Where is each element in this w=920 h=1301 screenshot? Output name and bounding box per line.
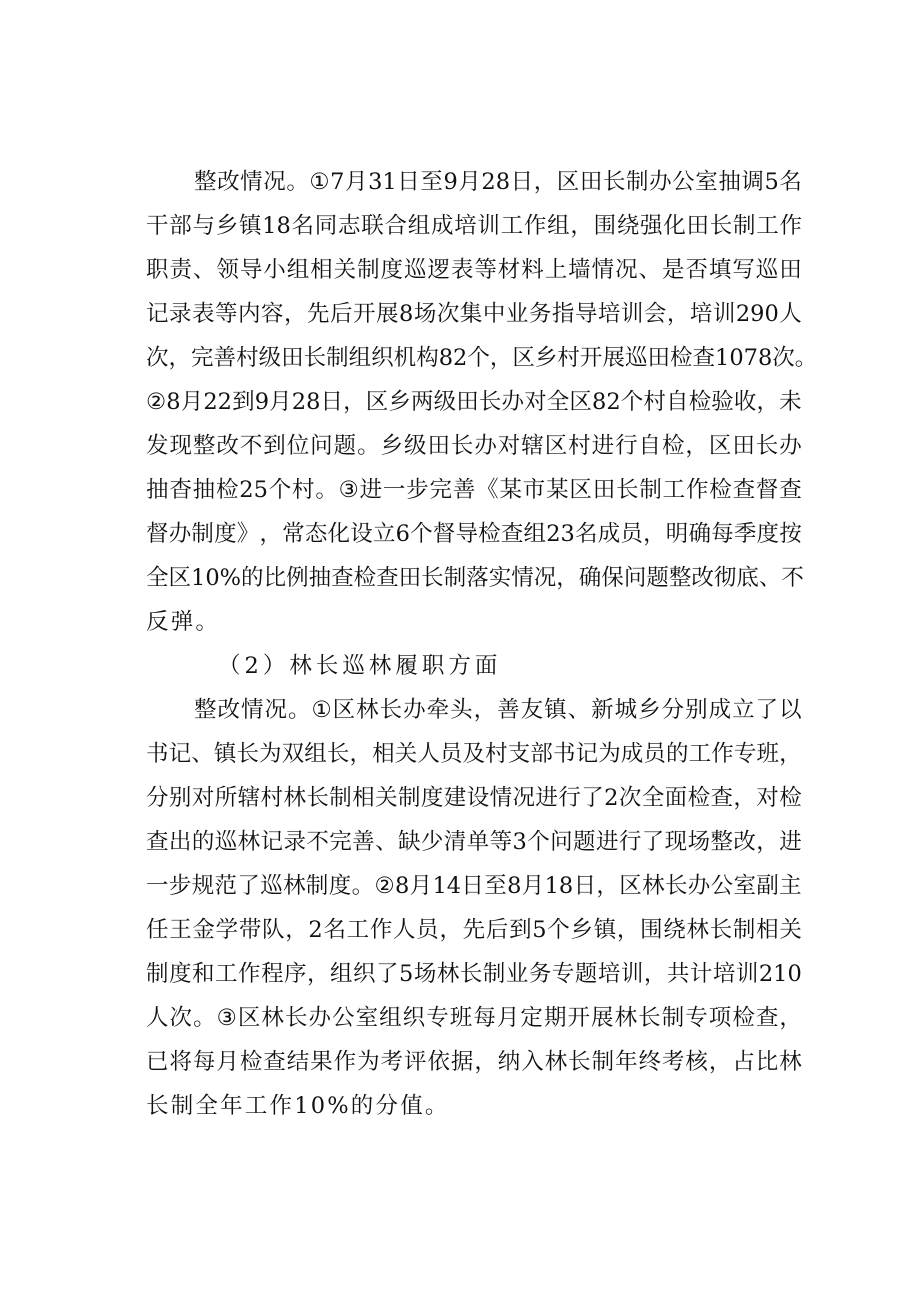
document-body	[146, 160, 818, 1128]
paragraph-2-line: 任 王 金 学 带 队 ， 2 名 工 作 人 员 ， 先 后 到 5 个 乡 镇 ， 围 绕 林 长 制 相 关	[146, 917, 802, 943]
paragraph-2-line: 制 度 和 工 作 程 序 ， 组 织 了 5 场 林 长 制 业 务 专 题 培 训 ， 共 计 培 训 210	[146, 961, 802, 987]
paragraph-2-line: 长制全年工作10%的分值。	[146, 1093, 450, 1119]
paragraph-1-line: ② 8 月 22 到 9 月 28 日 ， 区 乡 两 级 田 长 办 对 全 区 82 个 村 自 检 验 收 ， 未	[146, 389, 802, 415]
paragraph-2-line: 整 改 情 况 。 ① 区 林 长 办 牵 头 ， 善 友 镇 、 新 城 乡 分 别 成 立 了 以	[194, 697, 802, 723]
paragraph-2-line: 人 次 。 ③ 区 林 长 办 公 室 组 织 专 班 每 月 定 期 开 展 林 长 制 专 项 检 查 ，	[146, 1005, 802, 1031]
paragraph-1-line: 次 ， 完 善 村 级 田 长 制 组 织 机 构 82 个 ， 区 乡 村 开 展 巡 田 检 查 1078 次 。	[146, 345, 818, 371]
paragraph-2-line: 查 出 的 巡 林 记 录 不 完 善 、 缺 少 清 单 等 3 个 问 题 进 行 了 现 场 整 改 ， 进	[146, 829, 802, 855]
paragraph-1-line: 督 办 制 度 》 ， 常 态 化 设 立 6 个 督 导 检 查 组 23 名 成 员 ， 明 确 每 季 度 按	[146, 521, 802, 547]
paragraph-1-line: 职 责 、 领 导 小 组 相 关 制 度 巡 逻 表 等 材 料 上 墙 情 况 、 是 否 填 写 巡 田	[146, 257, 802, 283]
paragraph-1-line: 记 录 表 等 内 容 ， 先 后 开 展 8 场 次 集 中 业 务 指 导 培 训 会 ， 培 训 290 人	[146, 301, 802, 327]
paragraph-2-line: 书 记 、 镇 长 为 双 组 长 ， 相 关 人 员 及 村 支 部 书 记 为 成 员 的 工 作 专 班 ，	[146, 741, 802, 767]
paragraph-1-line: 抽 杳 抽 检 25 个 村 。 ③ 进 一 步 完 善 《 某 市 某 区 田 长 制 工 作 检 查 督 查	[146, 477, 802, 503]
paragraph-2-line: 分 别 对 所 辖 村 林 长 制 相 关 制 度 建 设 情 况 进 行 了 2 次 全 面 检 查 ， 对 检	[146, 785, 802, 811]
paragraph-2-line: 已 将 每 月 检 查 结 果 作 为 考 评 依 据 ， 纳 入 林 长 制 年 终 考 核 ， 占 比 林	[146, 1049, 802, 1075]
paragraph-1-line: 全 区 10% 的 比 例 抽 查 检 查 田 长 制 落 实 情 况 ， 确 保 问 题 整 改 彻 底 、 不	[146, 565, 804, 591]
section-heading: （2）林长巡林履职方面	[218, 653, 502, 679]
paragraph-1-line: 发 现 整 改 不 到 位 问 题 。 乡 级 田 长 办 对 辖 区 村 进 行 自 检 ， 区 田 长 办	[146, 433, 802, 459]
paragraph-2-line: 一 步 规 范 了 巡 林 制 度 。 ② 8 月 14 日 至 8 月 18 日 ， 区 林 长 办 公 室 副 主	[146, 873, 802, 899]
paragraph-1-line: 整 改 情 况 。 ① 7 月 31 日 至 9 月 28 日 ， 区 田 长 制 办 公 室 抽 调 5 名	[194, 169, 802, 195]
paragraph-1-line: 反弹。	[146, 609, 221, 635]
paragraph-1-line: 干 部 与 乡 镇 18 名 同 志 联 合 组 成 培 训 工 作 组 ， 围 绕 强 化 田 长 制 工 作	[146, 213, 802, 239]
